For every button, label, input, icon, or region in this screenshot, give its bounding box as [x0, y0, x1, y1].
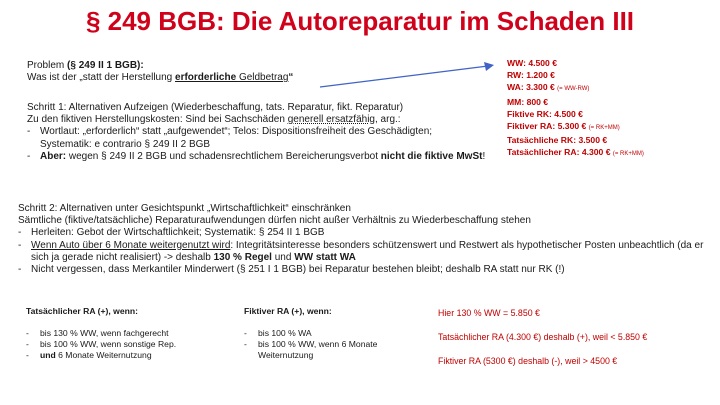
value-wa-note: (= WW-RW) [557, 86, 590, 93]
fikt-ra-box [244, 306, 384, 361]
slide-title: § 249 BGB: Die Autoreparatur im Schaden III [85, 6, 635, 36]
step1-bullets [27, 126, 487, 163]
step1-bullet-2-bold-2: nicht die fiktive MwSt [380, 150, 483, 162]
fikt-ra-heading: Fiktiver RA (+), wenn: [244, 306, 332, 316]
step2-bullet-3: - Nicht vergessen, dass Merkantiler Minderwert (§ 251 I 1 BGB) bei Reparatur bestehen bleibt; deshalb RA statt nur RK (!) [18, 264, 708, 276]
results-block [438, 308, 713, 366]
value-tats-rk: Tatsächliche RK: 3.500 € [507, 135, 608, 146]
tats-ra-heading: Tatsächlicher RA (+), wenn: [26, 306, 138, 316]
problem-question [27, 72, 347, 84]
result-1: Hier 130 % WW = 5.850 € [438, 308, 540, 318]
values-list [507, 57, 712, 161]
step1-bullet-2-bold: Aber: [40, 150, 67, 162]
problem-label: Problem [27, 60, 65, 71]
value-fiktive-rk: Fiktive RK: 4.500 € [507, 108, 583, 119]
tats-ra-item-3-text: 6 Monate Weiternutzung [55, 350, 152, 360]
value-rw: RW: 1.200 € [507, 70, 555, 81]
step1-bullet-2-text: wegen § 249 II 2 BGB und schadensrechtlichem Bereicherungsverbot [66, 150, 381, 162]
value-tats-ra-note: (= RK+MM) [612, 151, 644, 158]
tats-ra-box [26, 306, 231, 361]
step1-block [27, 102, 487, 163]
tats-ra-list [26, 328, 231, 361]
step2-bullet-2-text: : Integritätsinteresse besonders schützenswert und Restwert als hypothetischer Posten unbeachtlich (da er sich ja gerade nicht realisiert) -> deshalb [31, 239, 704, 263]
step2-bullet-2-underlined: Wenn Auto über 6 Monate weitergenutzt wird [31, 239, 231, 251]
step2-block [18, 203, 708, 276]
arrow-icon [318, 60, 502, 90]
step1-bullet-1-line-1: - Wortlaut: „erforderlich“ statt „aufgewendet“; Telos: Dispositionsfreiheit des Geschädigten; [40, 126, 433, 138]
step1-line-pre: Zu den fiktiven Herstellungskosten: Sind bei Sachschäden [27, 114, 288, 126]
fikt-ra-item-2: - bis 100 % WW, wenn 6 Monate Weiternutzung [244, 339, 384, 361]
step2-bullet-1: - Herleiten: Gebot der Wirtschaftlichkeit; Systematik: § 254 II 1 BGB [18, 227, 708, 239]
result-3: Fiktiver RA (5300 €) deshalb (-), weil > 4500 € [438, 356, 618, 366]
step2-bullets [18, 227, 708, 276]
value-fiktiver-ra [507, 120, 712, 134]
step2-line: Sämtliche (fiktive/tatsächliche) Reparaturaufwendungen dürfen nicht außer Verhältnis zu Wiederbeschaffung stehen [18, 215, 531, 227]
step1-bullet-2-end: ! [482, 150, 486, 162]
value-fiktiver-ra-text: Fiktiver RA: 5.300 € [507, 121, 587, 132]
step1-line-underlined: generell ersatzfähig [287, 114, 375, 126]
value-tats-ra [507, 146, 712, 160]
problem-question-post: Geldbetrag [238, 72, 289, 84]
step2-bullet-2 [18, 240, 708, 264]
value-wa-text: WA: 3.300 € [507, 82, 555, 93]
value-tats-ra-text: Tatsächlicher RA: 4.300 € [507, 147, 611, 158]
step1-bullet-2 [27, 151, 487, 163]
fikt-ra-item-1: - bis 100 % WA [244, 328, 384, 339]
problem-question-bold: erforderliche [175, 72, 239, 84]
step2-bullet-2-bold-2: WW statt WA [294, 251, 356, 263]
result-2: Tatsächlicher RA (4.300 €) deshalb (+), weil < 5.850 € [438, 332, 648, 342]
problem-question-pre: Was ist der „statt der Herstellung [27, 72, 176, 84]
step2-heading: Schritt 2: Alternativen unter Gesichtspunkt „Wirtschaftlichkeit“ einschränken [18, 203, 351, 214]
step2-bullet-2-bold-1: 130 % Regel [213, 251, 272, 263]
value-ww: WW: 4.500 € [507, 58, 557, 68]
value-wa [507, 81, 712, 95]
value-fiktiver-ra-note: (= RK+MM) [588, 125, 620, 132]
tats-ra-item-2: - bis 100 % WW, wenn sonstige Rep. [26, 339, 231, 350]
problem-block [27, 60, 347, 84]
step1-bullet-1 [27, 126, 487, 150]
fikt-ra-list [244, 328, 384, 361]
step1-bullet-1-line-2: Systematik: e contrario § 249 II 2 BGB [40, 138, 211, 150]
problem-line [27, 60, 347, 72]
problem-question-end: “ [288, 72, 294, 84]
value-mm: MM: 800 € [507, 96, 549, 107]
tats-ra-item-3-bold: und [40, 350, 56, 360]
step1-line-post: , arg.: [375, 114, 401, 126]
tats-ra-item-1: - bis 130 % WW, wenn fachgerecht [26, 328, 231, 339]
problem-ref: (§ 249 II 1 BGB): [67, 60, 144, 71]
tats-ra-item-3 [26, 350, 231, 361]
step2-bullet-2-and: und [271, 251, 295, 263]
step1-heading: Schritt 1: Alternativen Aufzeigen (Wiederbeschaffung, tats. Reparatur, fikt. Reparatur) [27, 102, 404, 113]
step1-line [27, 114, 487, 126]
